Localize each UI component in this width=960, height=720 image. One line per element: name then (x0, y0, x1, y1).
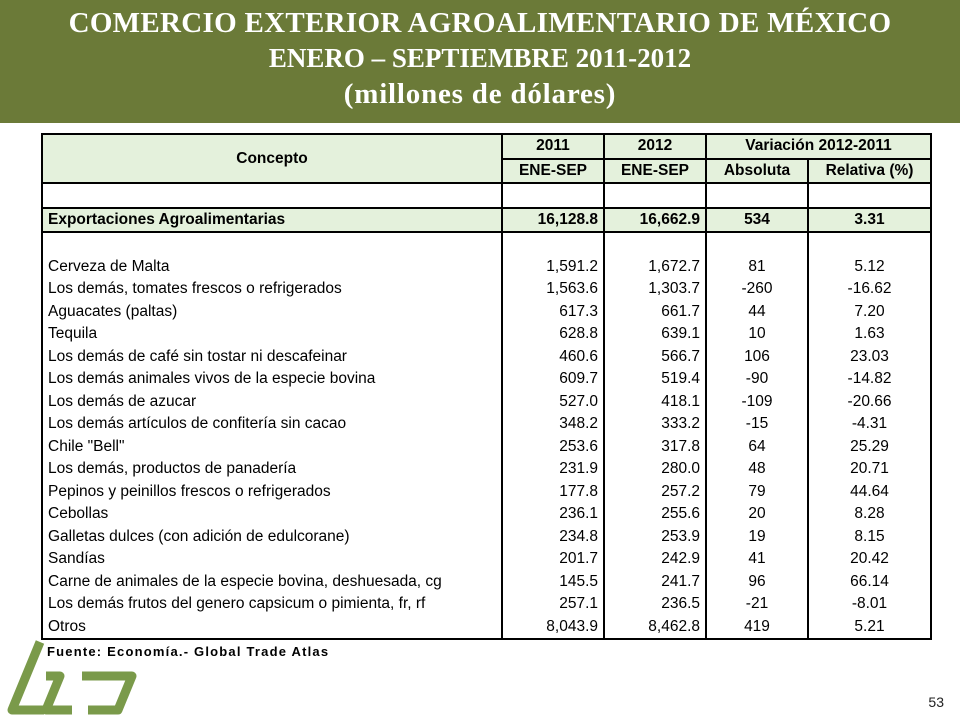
exports-table (41, 133, 932, 663)
table-row (42, 526, 931, 549)
row-concept: Tequila (42, 323, 502, 346)
table-row (42, 436, 931, 459)
total-row (42, 208, 931, 233)
row-concept: Galletas dulces (con adición de edulcorane) (42, 526, 502, 549)
row-concept: Cerveza de Malta (42, 256, 502, 279)
table-row (42, 593, 931, 616)
title-line-3: (millones de dólares) (343, 78, 617, 110)
row-value-2011: 609.7 (502, 368, 604, 391)
total-relative: 3.31 (808, 208, 931, 233)
row-value-2011: 348.2 (502, 413, 604, 436)
exports-table-container (41, 133, 930, 663)
row-concept: Los demás artículos de confitería sin cacao (42, 413, 502, 436)
row-concept: Cebollas (42, 503, 502, 526)
row-value-2011: 617.3 (502, 301, 604, 324)
table-row (42, 413, 931, 436)
row-variation-absolute: 64 (706, 436, 808, 459)
row-value-2011: 628.8 (502, 323, 604, 346)
row-variation-relative: -20.66 (808, 391, 931, 414)
source-note: Fuente: Economía.- Global Trade Atlas (47, 643, 330, 659)
row-value-2012: 253.9 (604, 526, 706, 549)
row-value-2011: 460.6 (502, 346, 604, 369)
row-value-2012: 333.2 (604, 413, 706, 436)
row-value-2012: 242.9 (604, 548, 706, 571)
table-row (42, 256, 931, 279)
row-variation-absolute: 81 (706, 256, 808, 279)
total-concept: Exportaciones Agroalimentarias (42, 208, 502, 233)
row-variation-relative: 7.20 (808, 301, 931, 324)
page-number: 53 (928, 694, 944, 710)
table-row (42, 481, 931, 504)
table-row (42, 548, 931, 571)
variation-header: Variación 2012-2011 (706, 134, 931, 159)
row-value-2012: 1,672.7 (604, 256, 706, 279)
row-variation-relative: 20.71 (808, 458, 931, 481)
row-variation-absolute: 48 (706, 458, 808, 481)
header-row-years (42, 134, 931, 159)
row-value-2011: 527.0 (502, 391, 604, 414)
table-row (42, 278, 931, 301)
row-value-2011: 234.8 (502, 526, 604, 549)
total-2012: 16,662.9 (604, 208, 706, 233)
absolute-header: Absoluta (706, 159, 808, 184)
total-absolute: 534 (706, 208, 808, 233)
year-2012-header: 2012 (604, 134, 706, 159)
row-value-2012: 519.4 (604, 368, 706, 391)
row-variation-absolute: 96 (706, 571, 808, 594)
table-row (42, 368, 931, 391)
row-concept: Los demás de azucar (42, 391, 502, 414)
row-value-2012: 236.5 (604, 593, 706, 616)
row-concept: Los demás de café sin tostar ni descafeinar (42, 346, 502, 369)
row-variation-relative: 66.14 (808, 571, 931, 594)
row-concept: Los demás, tomates frescos o refrigerados (42, 278, 502, 301)
row-value-2011: 236.1 (502, 503, 604, 526)
period-2012-header: ENE-SEP (604, 159, 706, 184)
row-variation-relative: 23.03 (808, 346, 931, 369)
period-2011-header: ENE-SEP (502, 159, 604, 184)
total-2011: 16,128.8 (502, 208, 604, 233)
row-value-2012: 566.7 (604, 346, 706, 369)
row-value-2011: 1,563.6 (502, 278, 604, 301)
row-variation-relative: 8.15 (808, 526, 931, 549)
row-variation-absolute: -21 (706, 593, 808, 616)
title-line-2: ENERO – SEPTIEMBRE 2011-2012 (268, 43, 692, 73)
row-value-2012: 255.6 (604, 503, 706, 526)
table-row (42, 503, 931, 526)
row-value-2012: 1,303.7 (604, 278, 706, 301)
row-value-2012: 257.2 (604, 481, 706, 504)
table-row (42, 346, 931, 369)
row-value-2012: 661.7 (604, 301, 706, 324)
row-variation-relative: -14.82 (808, 368, 931, 391)
row-value-2011: 1,591.2 (502, 256, 604, 279)
table-row (42, 616, 931, 640)
table-row (42, 458, 931, 481)
row-value-2011: 177.8 (502, 481, 604, 504)
row-value-2011: 257.1 (502, 593, 604, 616)
row-variation-absolute: -260 (706, 278, 808, 301)
row-variation-relative: 5.21 (808, 616, 931, 640)
row-value-2012: 8,462.8 (604, 616, 706, 640)
concept-header: Concepto (42, 134, 502, 183)
table-row (42, 301, 931, 324)
row-variation-relative: 20.42 (808, 548, 931, 571)
row-variation-absolute: 41 (706, 548, 808, 571)
row-value-2011: 201.7 (502, 548, 604, 571)
row-concept: Los demás frutos del genero capsicum o pimienta, fr, rf (42, 593, 502, 616)
row-variation-relative: -4.31 (808, 413, 931, 436)
row-variation-absolute: 19 (706, 526, 808, 549)
row-concept: Chile "Bell" (42, 436, 502, 459)
row-variation-relative: 25.29 (808, 436, 931, 459)
row-variation-absolute: 79 (706, 481, 808, 504)
row-concept: Aguacates (paltas) (42, 301, 502, 324)
source-row (42, 639, 931, 663)
title-banner (0, 0, 960, 123)
row-value-2011: 231.9 (502, 458, 604, 481)
row-concept: Carne de animales de la especie bovina, deshuesada, cg (42, 571, 502, 594)
row-concept: Sandías (42, 548, 502, 571)
row-concept: Pepinos y peinillos frescos o refrigerados (42, 481, 502, 504)
row-value-2011: 8,043.9 (502, 616, 604, 640)
row-value-2011: 145.5 (502, 571, 604, 594)
row-variation-relative: 8.28 (808, 503, 931, 526)
row-variation-absolute: -109 (706, 391, 808, 414)
row-variation-absolute: 20 (706, 503, 808, 526)
row-value-2012: 418.1 (604, 391, 706, 414)
row-variation-relative: -16.62 (808, 278, 931, 301)
row-value-2012: 317.8 (604, 436, 706, 459)
spacer-row (42, 183, 931, 208)
table-row (42, 323, 931, 346)
year-2011-header: 2011 (502, 134, 604, 159)
row-concept: Otros (42, 616, 502, 640)
row-variation-relative: 44.64 (808, 481, 931, 504)
table-row (42, 571, 931, 594)
row-variation-absolute: 419 (706, 616, 808, 640)
table-row (42, 391, 931, 414)
relative-header: Relativa (%) (808, 159, 931, 184)
row-concept: Los demás animales vivos de la especie bovina (42, 368, 502, 391)
row-variation-absolute: 44 (706, 301, 808, 324)
spacer-row (42, 232, 931, 256)
row-variation-relative: -8.01 (808, 593, 931, 616)
row-value-2012: 639.1 (604, 323, 706, 346)
row-variation-absolute: 106 (706, 346, 808, 369)
row-variation-absolute: -90 (706, 368, 808, 391)
institutional-logo-icon (6, 636, 142, 718)
row-value-2012: 280.0 (604, 458, 706, 481)
row-variation-relative: 1.63 (808, 323, 931, 346)
row-value-2012: 241.7 (604, 571, 706, 594)
row-concept: Los demás, productos de panadería (42, 458, 502, 481)
row-variation-relative: 5.12 (808, 256, 931, 279)
title-line-1: COMERCIO EXTERIOR AGROALIMENTARIO DE MÉXICO (68, 7, 892, 39)
row-variation-absolute: 10 (706, 323, 808, 346)
row-value-2011: 253.6 (502, 436, 604, 459)
row-variation-absolute: -15 (706, 413, 808, 436)
